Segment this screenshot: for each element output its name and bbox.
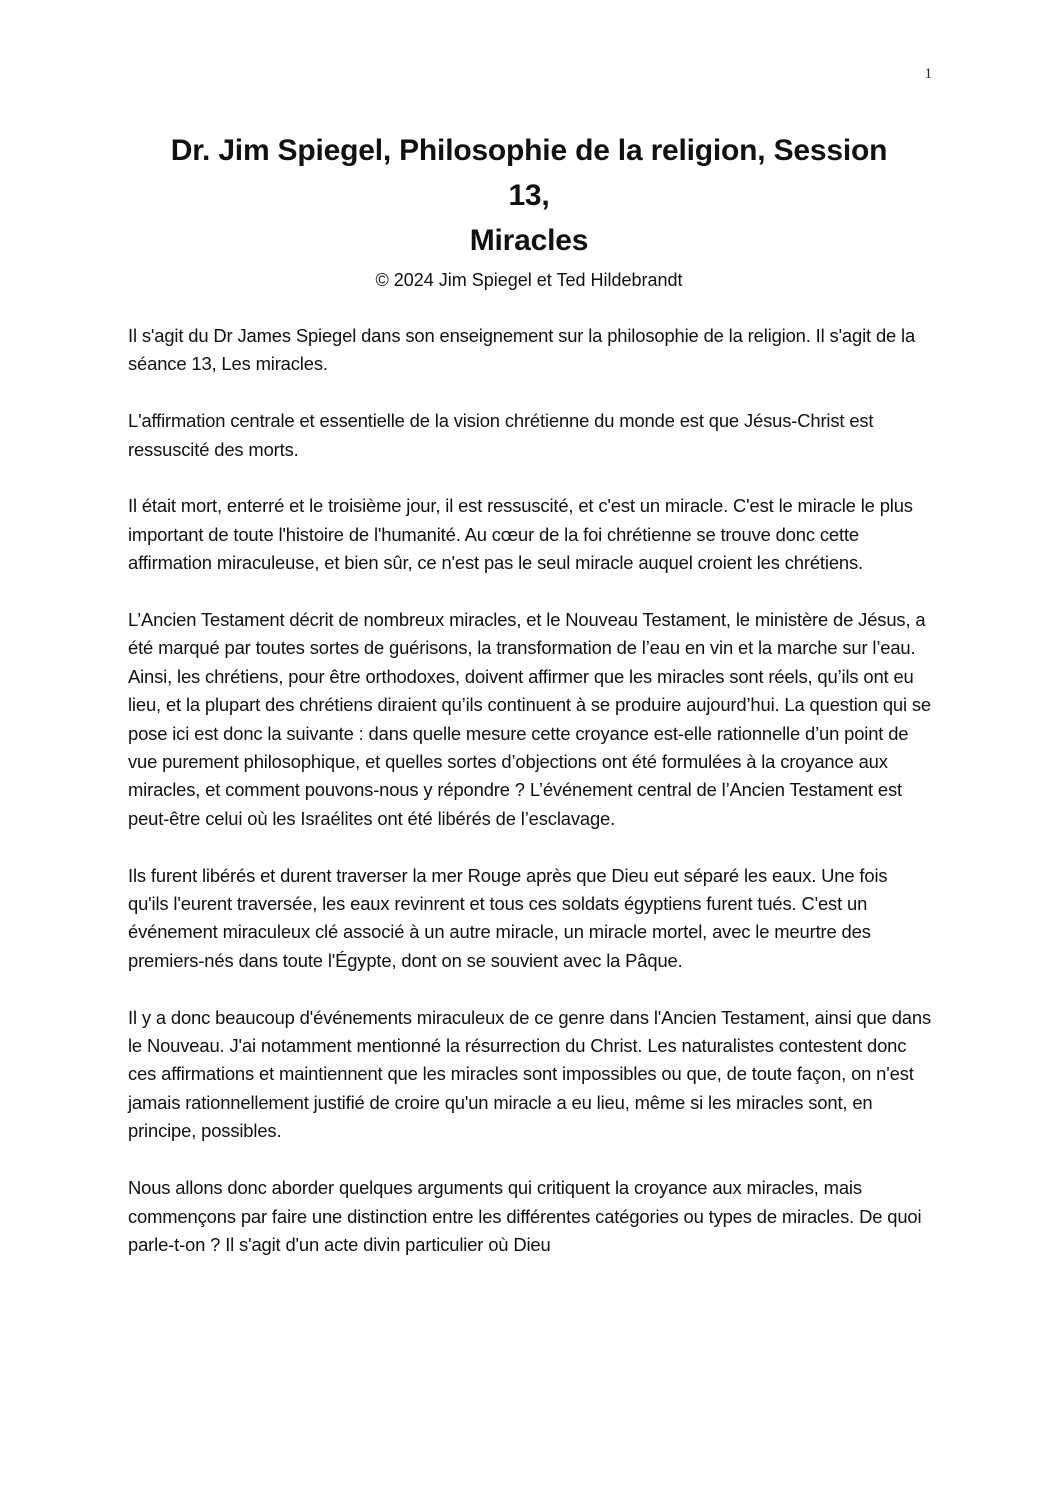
page-number: 1 <box>924 66 932 82</box>
paragraph-6: Il y a donc beaucoup d'événements miraculeux de ce genre dans l'Ancien Testament, ainsi que dans le Nouveau. J'ai notamment mentionné la résurrection du Christ. Les naturalistes contestent donc ces affirmations et maintiennent que les miracles sont impossibles ou que, de toute façon, on n'est jamais rationnellement justifié de croire qu'un miracle a eu lieu, même si les miracles sont, en principe, possibles. <box>128 1006 932 1142</box>
paragraph-7: Nous allons donc aborder quelques arguments qui critiquent la croyance aux miracles, mais commençons par faire une distinction entre les différentes catégories ou types de miracles. De quoi parle-t-on ? Il s'agit d'un acte divin particulier où Dieu <box>128 1177 922 1255</box>
title-line-1: Dr. Jim Spiegel, Philosophie de la religion, Session <box>170 134 888 167</box>
paragraph-2: L'affirmation centrale et essentielle de la vision chrétienne du monde est que Jésus-Christ est ressuscité des morts. <box>128 410 874 460</box>
paragraph-3: Il était mort, enterré et le troisième jour, il est ressuscité, et c'est un miracle. C'est le miracle le plus important de toute l'histoire de l'humanité. Au cœur de la foi chrétienne se trouve donc cette affirmation miraculeuse, et bien sûr, ce n'est pas le seul miracle auquel croient les chrétiens. <box>128 495 913 574</box>
paragraph-1: Il s'agit du Dr James Spiegel dans son enseignement sur la philosophie de la religion. Il s'agit de la séance 13, Les miracles. <box>128 325 916 375</box>
document-title <box>128 128 930 263</box>
title-line-2: 13, <box>508 179 550 212</box>
title-line-3: Miracles <box>469 224 589 257</box>
paragraph-5: Ils furent libérés et durent traverser la mer Rouge après que Dieu eut séparé les eaux. Une fois qu'ils l'eurent traversée, les eaux revinrent et tous ces soldats égyptiens furent tués. C'est un événement miraculeux clé associé à un autre miracle, un miracle mortel, avec le meurtre des premiers-nés dans toute l'Égypte, dont on se souvient avec la Pâque. <box>128 864 888 971</box>
paragraph-4: L’Ancien Testament décrit de nombreux miracles, et le Nouveau Testament, le ministère de Jésus, a été marqué par toutes sortes de guérisons, la transformation de l’eau en vin et la marche sur l’eau. Ainsi, les chrétiens, pour être orthodoxes, doivent affirmer que les miracles sont réels, qu’ils ont eu lieu, et la plupart des chrétiens diraient qu’ils continuent à se produire aujourd’hui. La question qui se pose ici est donc la suivante : dans quelle mesure cette croyance est-elle rationnelle d’un point de vue purement philosophique, et quelles sortes d’objections ont été formulées à la croyance aux miracles, et comment pouvons-nous y répondre ? L’événement central de l’Ancien Testament est peut-être celui où les Israélites ont été libérés de l’esclavage. <box>128 609 932 829</box>
document-body <box>128 322 932 1288</box>
copyright-notice: © 2024 Jim Spiegel et Ted Hildebrandt <box>375 270 683 290</box>
